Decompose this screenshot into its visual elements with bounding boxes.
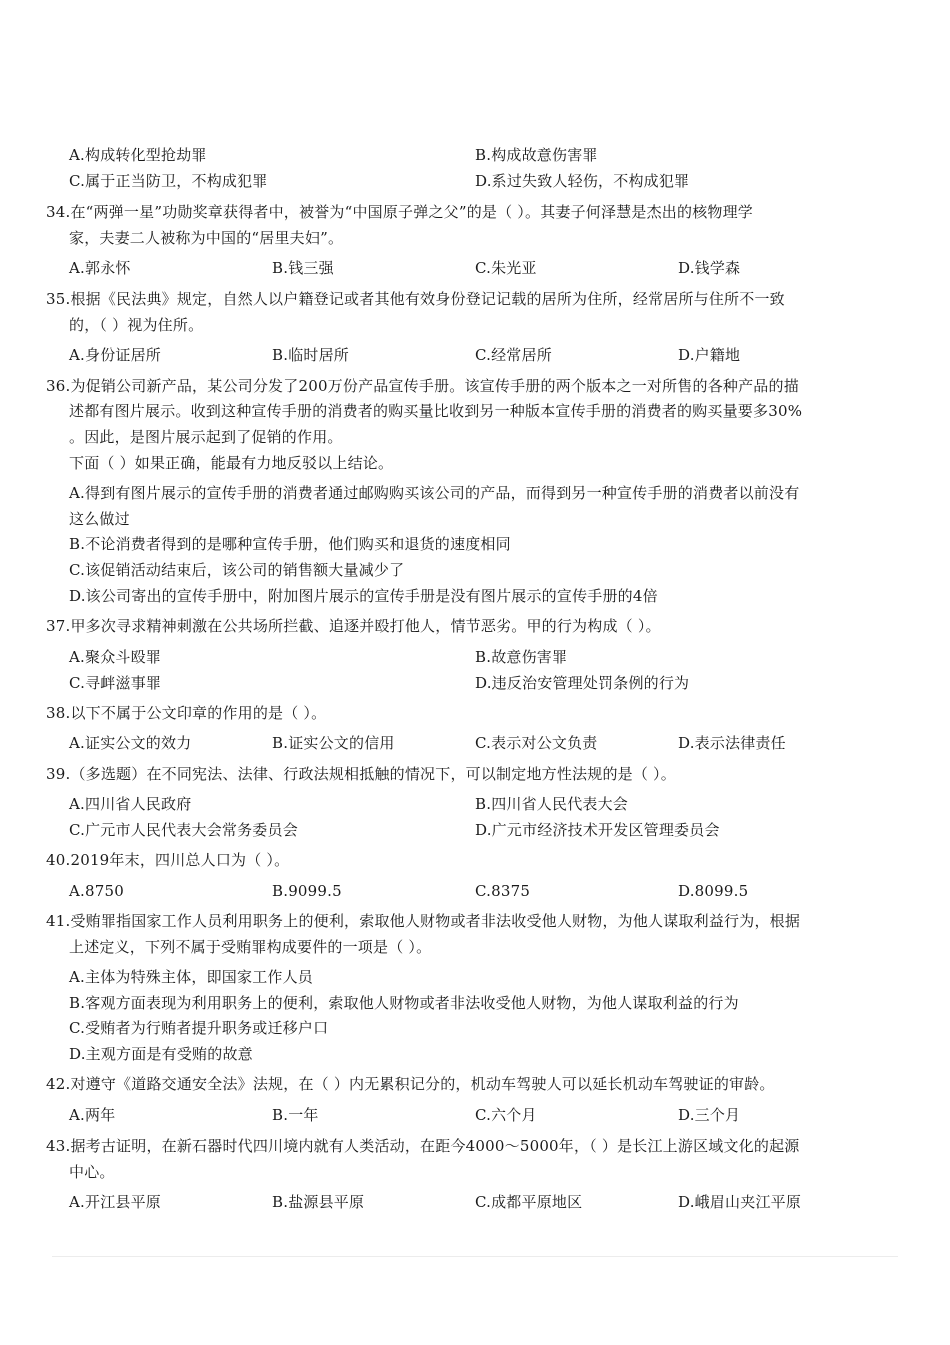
q35-stem-line1: 35.根据《民法典》规定，自然人以户籍登记或者其他有效身份登记记载的居所为住所，经常居所与住所不一致 [46,290,785,308]
q43-option-a: A.开江县平原 [69,1193,162,1211]
q39-option-a: A.四川省人民政府 [69,795,192,813]
q42-option-c: C.六个月 [475,1106,537,1124]
q41-stem-line2: 上述定义，下列不属于受贿罪构成要件的一项是（ ）。 [69,938,432,956]
q33-option-c: C.属于正当防卫，不构成犯罪 [69,172,268,190]
q34-stem-line1: 34.在“两弹一星”功勋奖章获得者中，被誉为“中国原子弹之父”的是（ ）。其妻子何泽慧是杰出的核物理学 [46,203,754,221]
q40-option-c: C.8375 [475,882,531,900]
q36-stem-line4: 下面（ ）如果正确，能最有力地反驳以上结论。 [69,454,394,472]
q33-option-d: D.系过失致人轻伤，不构成犯罪 [475,172,690,190]
q37-stem: 37.甲多次寻求精神刺激在公共场所拦截、追逐并殴打他人，情节恶劣。甲的行为构成（ ）。 [46,617,661,635]
q40-option-a: A.8750 [69,882,124,900]
q37-option-d: D.违反治安管理处罚条例的行为 [475,674,690,692]
q41-option-c: C.受贿者为行贿者提升职务或迁移户口 [69,1019,329,1037]
q38-option-b: B.证实公文的信用 [272,734,395,752]
q41-stem-line1: 41.受贿罪指国家工作人员利用职务上的便利，索取他人财物或者非法收受他人财物，为他人谋取利益行为，根据 [46,912,801,930]
q36-option-c: C.该促销活动结束后，该公司的销售额大量减少了 [69,561,405,579]
q35-option-c: C.经常居所 [475,346,552,364]
q36-stem-line3: 。因此，是图片展示起到了促销的作用。 [69,428,343,446]
q43-stem-line1: 43.据考古证明，在新石器时代四川境内就有人类活动，在距今4000～5000年，（ ）是长江上游区域文化的起源 [46,1137,800,1155]
q43-option-c: C.成都平原地区 [475,1193,583,1211]
q39-option-d: D.广元市经济技术开发区管理委员会 [475,821,720,839]
q42-option-d: D.三个月 [678,1106,741,1124]
q41-option-a: A.主体为特殊主体，即国家工作人员 [69,968,314,986]
q43-option-d: D.峨眉山夹江平原 [678,1193,802,1211]
q36-option-d: D.该公司寄出的宣传手册中，附加图片展示的宣传手册是没有图片展示的宣传手册的4倍 [69,587,658,605]
q37-option-b: B.故意伤害罪 [475,648,568,666]
q33-option-b: B.构成故意伤害罪 [475,146,598,164]
q36-stem-line2: 述都有图片展示。收到这种宣传手册的消费者的购买量比收到另一种版本宣传手册的消费者的购买量要多30% [69,402,803,420]
q34-stem-line2: 家，夫妻二人被称为中国的“居里夫妇”。 [69,229,344,247]
q34-option-b: B.钱三强 [272,259,334,277]
q42-option-a: A.两年 [69,1106,116,1124]
q41-option-d: D.主观方面是有受贿的故意 [69,1045,253,1063]
q39-option-b: B.四川省人民代表大会 [475,795,628,813]
q35-option-d: D.户籍地 [678,346,741,364]
q39-stem: 39.（多选题）在不同宪法、法律、行政法规相抵触的情况下，可以制定地方性法规的是（ ）。 [46,765,676,783]
q38-stem: 38.以下不属于公文印章的作用的是（ ）。 [46,704,327,722]
footer-divider [52,1256,898,1257]
q36-option-a-cont: 这么做过 [69,510,130,528]
q40-stem: 40.2019年末，四川总人口为（ ）。 [46,851,290,869]
q35-option-a: A.身份证居所 [69,346,162,364]
q40-option-d: D.8099.5 [678,882,749,900]
q35-stem-line2: 的，（ ）视为住所。 [69,316,204,334]
q42-option-b: B.一年 [272,1106,319,1124]
q37-option-c: C.寻衅滋事罪 [69,674,162,692]
q34-option-c: C.朱光亚 [475,259,537,277]
q40-option-b: B.9099.5 [272,882,342,900]
q34-option-d: D.钱学森 [678,259,741,277]
q36-option-a: A.得到有图片展示的宣传手册的消费者通过邮购购买该公司的产品，而得到另一种宣传手册的消费者以前没有 [69,484,800,502]
q37-option-a: A.聚众斗殴罪 [69,648,162,666]
q35-option-b: B.临时居所 [272,346,349,364]
q41-option-b: B.客观方面表现为利用职务上的便利，索取他人财物或者非法收受他人财物，为他人谋取利益的行为 [69,994,739,1012]
q38-option-c: C.表示对公文负责 [475,734,598,752]
q33-option-a: A.构成转化型抢劫罪 [69,146,207,164]
q42-stem: 42.对遵守《道路交通安全法》法规，在（ ）内无累积记分的，机动车驾驶人可以延长机动车驾驶证的审龄。 [46,1075,775,1093]
q34-option-a: A.郭永怀 [69,259,131,277]
q36-option-b: B.不论消费者得到的是哪种宣传手册，他们购买和退货的速度相同 [69,535,511,553]
q39-option-c: C.广元市人民代表大会常务委员会 [69,821,298,839]
q38-option-a: A.证实公文的效力 [69,734,192,752]
q43-stem-line2: 中心。 [69,1163,115,1181]
q36-stem-line1: 36.为促销公司新产品，某公司分发了200万份产品宣传手册。该宣传手册的两个版本之一对所售的各种产品的描 [46,377,799,395]
q38-option-d: D.表示法律责任 [678,734,786,752]
q43-option-b: B.盐源县平原 [272,1193,365,1211]
